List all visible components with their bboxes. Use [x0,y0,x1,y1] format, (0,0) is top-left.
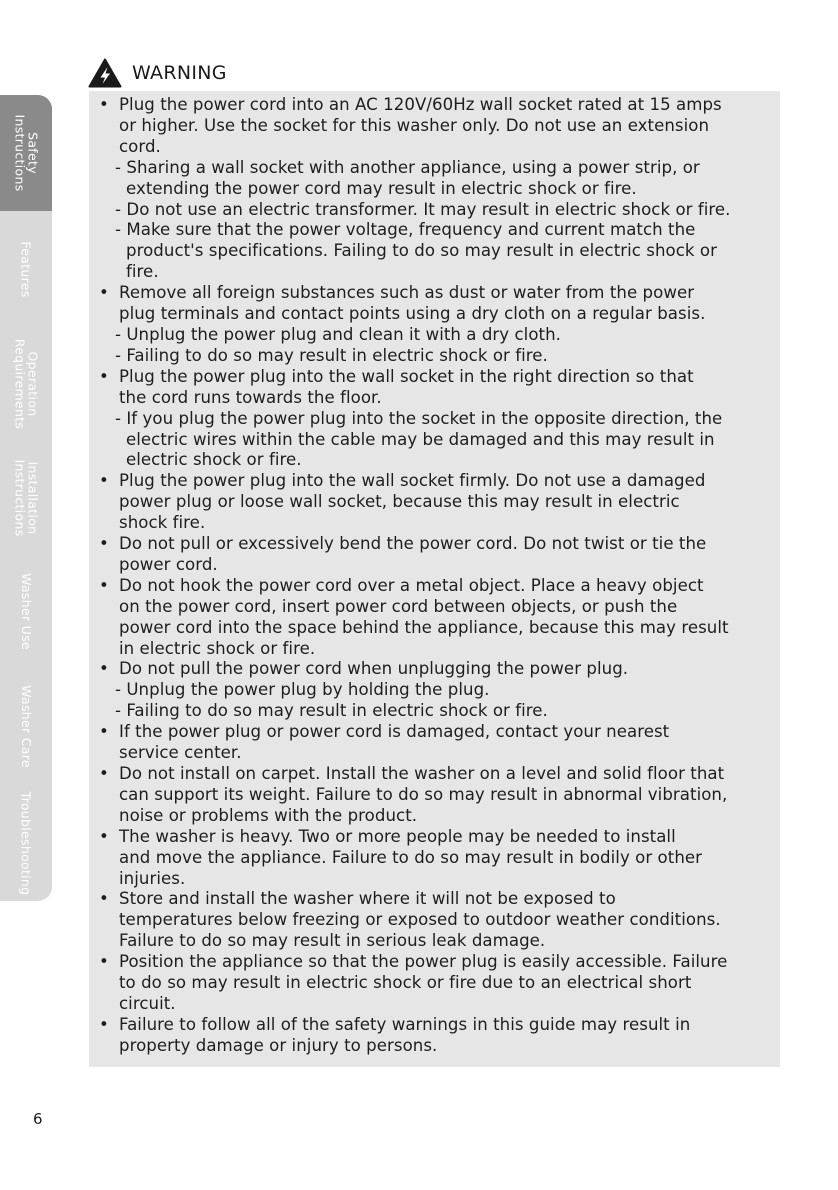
warning-triangle-lightning-icon [88,58,122,88]
tab-washer-care[interactable] [0,667,52,786]
warning-item-line: plug terminals and contact points using a dry cloth on a regular basis. [119,304,706,324]
tab-operation-requirements[interactable] [0,327,52,442]
warning-item-line: can support its weight. Failure to do so may result in abnormal vibration, [119,784,728,804]
tab-safety-instructions[interactable] [0,95,52,212]
tab-features[interactable] [0,211,52,328]
warning-item-line: and move the appliance. Failure to do so may result in bodily or other [119,847,703,867]
tab-label: Washer Care [18,684,34,768]
warning-item-line: power cord into the space behind the appliance, because this may result [119,617,729,637]
warning-item-line: power cord. [119,554,218,574]
warning-sub-item-line: electric shock or fire. [126,450,302,470]
tab-label: Troubleshooting [18,791,34,895]
warning-bullet-item: • Position the appliance so that the power plug is easily accessible. Failure [119,952,779,973]
warning-item-line: or higher. Use the socket for this washer only. Do not use an extension [119,115,710,135]
warning-bullet-item: • Store and install the washer where it will not be exposed to [119,889,779,910]
warning-item-line: power plug or loose wall socket, because this may result in electric [119,492,680,512]
warning-item-line: cord. [119,136,161,156]
warning-item-line: temperatures below freezing or exposed to outdoor weather conditions. [119,910,721,930]
warning-sub-item-line: - If you plug the power plug into the socket in the opposite direction, the [115,408,723,428]
page-number: 6 [33,1110,43,1128]
warning-item-line: shock fire. [119,513,206,533]
warning-sub-item-line: product's specifications. Failing to do so may result in electric shock or [126,241,717,261]
warning-sub-item-line: - Failing to do so may result in electric shock or fire. [115,345,548,365]
warning-sub-item-line: - Make sure that the power voltage, frequency and current match the [115,220,696,240]
warning-sub-item-line: - Unplug the power plug by holding the plug. [115,680,490,700]
warning-bullet-item: • Do not hook the power cord over a metal object. Place a heavy object [119,576,779,597]
warning-item-line: property damage or injury to persons. [119,1035,438,1055]
warning-bullet-item: • Plug the power plug into the wall socket in the right direction so that [119,367,779,388]
warning-item-line: the cord runs towards the floor. [119,387,382,407]
warning-item-line: noise or problems with the product. [119,805,418,825]
warning-sub-item-line: - Sharing a wall socket with another appliance, using a power strip, or [115,157,700,177]
tab-washer-use[interactable] [0,555,52,668]
warning-item-line: service center. [119,743,242,763]
warning-item-line: Failure to do so may result in serious leak damage. [119,931,546,951]
tab-installation-instructions[interactable] [0,441,52,556]
warning-bullet-item: • If the power plug or power cord is damaged, contact your nearest [119,722,779,743]
tab-label: Safety Instructions [12,114,41,192]
warning-bullet-item: • Do not pull the power cord when unplugging the power plug. [119,659,779,680]
warning-sub-item-line: fire. [126,262,159,282]
warning-bullet-item: • Do not pull or excessively bend the power cord. Do not twist or tie the [119,534,779,555]
warning-sub-item-line: - Do not use an electric transformer. It may result in electric shock or fire. [115,199,731,219]
warning-bullet-item: • Do not install on carpet. Install the washer on a level and solid floor that [119,764,779,785]
warning-item-line: to do so may result in electric shock or fire due to an electrical short [119,973,692,993]
warning-list [115,95,779,1057]
tab-label: Features [18,240,34,298]
tab-label: Washer Use [18,572,34,650]
warning-bullet-item: • Plug the power plug into the wall socket firmly. Do not use a damaged [119,471,779,492]
tab-label: Operation Requirements [12,338,41,430]
warning-bullet-item: • The washer is heavy. Two or more people may be needed to install [119,827,779,848]
warning-content-box [89,91,780,1067]
section-sidebar [0,95,52,901]
warning-item-line: on the power cord, insert power cord between objects, or push the [119,596,678,616]
warning-bullet-item: • Failure to follow all of the safety warnings in this guide may result in [119,1015,779,1036]
warning-sub-item-line: - Unplug the power plug and clean it with a dry cloth. [115,324,561,344]
warning-bullet-item: • Remove all foreign substances such as dust or water from the power [119,283,779,304]
tab-label: Installation Instructions [12,459,41,537]
tab-troubleshooting[interactable] [0,785,52,901]
warning-sub-item-line: electric wires within the cable may be damaged and this may result in [126,429,715,449]
warning-header [88,58,227,88]
warning-sub-item-line: - Failing to do so may result in electric shock or fire. [115,701,548,721]
warning-item-line: in electric shock or fire. [119,638,316,658]
warning-bullet-item: • Plug the power cord into an AC 120V/60Hz wall socket rated at 15 amps [119,95,779,116]
warning-item-line: injuries. [119,868,186,888]
warning-sub-item-line: extending the power cord may result in electric shock or fire. [126,178,637,198]
warning-title: WARNING [132,62,227,84]
warning-item-line: circuit. [119,993,176,1013]
